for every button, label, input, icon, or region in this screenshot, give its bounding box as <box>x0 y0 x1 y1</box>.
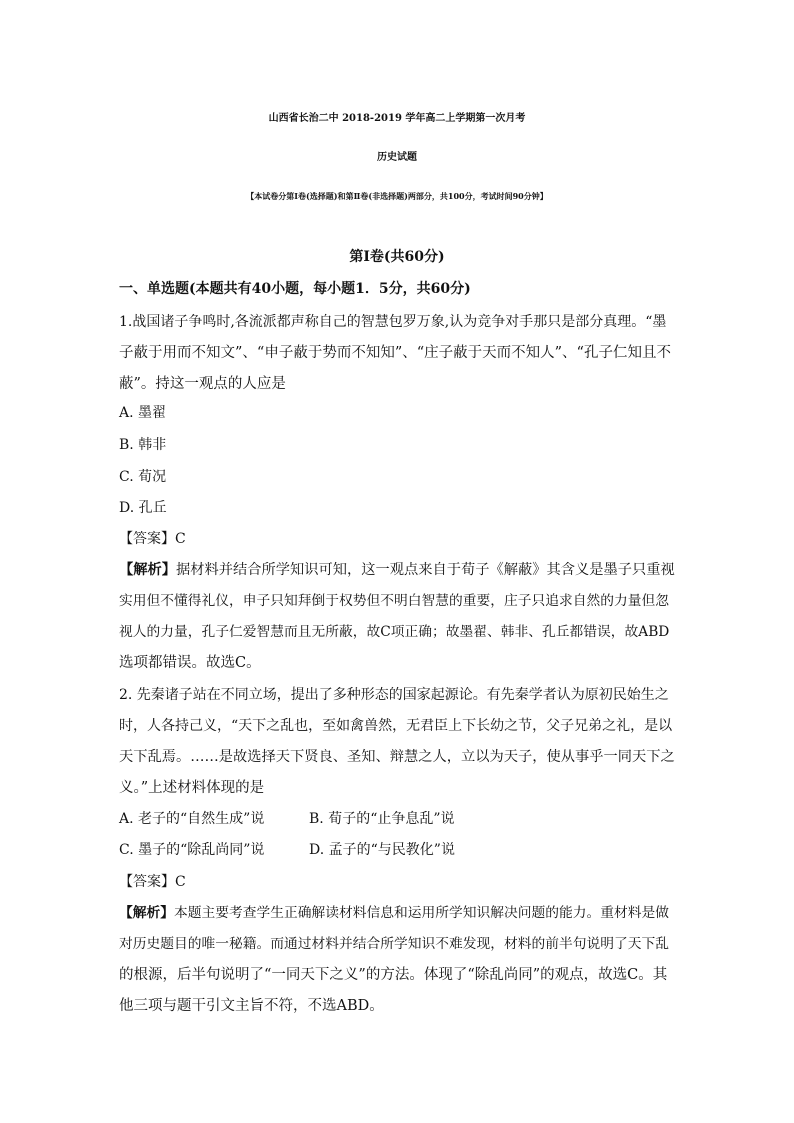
q2-answer <box>119 872 186 892</box>
q2-option-c: C. 墨子的“除乱尚同”说 <box>119 842 265 858</box>
q1-option-b: B. 韩非 <box>119 437 167 453</box>
analysis-tag: 【解析】 <box>119 562 177 578</box>
answer-tag: 【答案】 <box>119 874 175 890</box>
answer-value: C <box>175 531 186 547</box>
answer-tag: 【答案】 <box>119 531 175 547</box>
q2-analysis-line <box>119 898 675 929</box>
q2-option-d: D. 孟子的“与民教化”说 <box>309 842 455 858</box>
q1-analysis-line: 选项都错误。故选C。 <box>119 655 261 671</box>
q2-analysis-line: 他三项与题干引文主旨不符，不选ABD。 <box>119 998 384 1014</box>
analysis-text: 本题主要考查学生正确解读材料信息和运用所学知识解决问题的能力。重材料是做 <box>174 905 670 921</box>
analysis-tag: 【解析】 <box>119 905 175 921</box>
q1-stem-line: 蔽”。持这一观点的人应是 <box>119 376 286 392</box>
q2-option-b: B. 荀子的“止争息乱”说 <box>309 811 455 827</box>
q1-option-d: D. 孔丘 <box>119 500 167 516</box>
q2-analysis-line: 对历史题目的唯一秘籍。而通过材料并结合所学知识不难发现，材料的前半句说明了天下乱 <box>119 936 670 952</box>
q2-analysis <box>119 898 675 1022</box>
q2-stem-line: 天下乱焉。……是故选择天下贤良、圣知、辩慧之人，立以为天子，使从事乎一同天下之 <box>119 749 675 765</box>
q1-option-a: A. 墨翟 <box>119 405 167 421</box>
q1-analysis-line: 视人的力量，孔子仁爱智慧而且无所蔽，故C项正确；故墨翟、韩非、孔丘都错误，故ABD <box>119 624 670 640</box>
q1-analysis-line: 实用但不懂得礼仪，申子只知拜倒于权势但不明白智慧的重要，庄子只追求自然的力量但忽 <box>119 593 670 609</box>
q1-option-c: C. 荀况 <box>119 469 167 485</box>
analysis-text: 据材料并结合所学知识可知，这一观点来自于荀子《解蔽》其含义是墨子只重视 <box>176 562 675 578</box>
q1-analysis-line <box>119 555 675 586</box>
section-heading: 一、单选题(本题共有40小题，每小题1．5分，共60分) <box>119 281 471 297</box>
q1-stem-line: 子蔽于用而不知文”、“申子蔽于势而不知知”、“庄子蔽于天而不知人”、“孔子仁知且不 <box>119 345 671 361</box>
q2-analysis-line: 的根源，后半句说明了“一同天下之义”的方法。体现了“除乱尚同”的观点，故选C。其 <box>119 967 668 983</box>
q2-stem-line: 时，人各持己义，“天下之乱也，至如禽兽然，无君臣上下长幼之节，父子兄弟之礼，是以 <box>119 718 673 734</box>
q1-stem <box>119 307 675 400</box>
q1-stem-line: 1.战国诸子争鸣时,各流派都声称自己的智慧包罗万象,认为竞争对手那只是部分真理。“墨 <box>119 314 667 330</box>
exam-info: 【本试卷分第Ⅰ卷(选择题)和第Ⅱ卷(非选择题)两部分，共100分，考试时间90分钟】 <box>246 191 548 201</box>
part-heading: 第Ⅰ卷(共60分) <box>349 249 445 265</box>
answer-value: C <box>175 874 186 890</box>
q2-stem <box>119 680 675 804</box>
q2-stem-line: 2. 先秦诸子站在不同立场，提出了多种形态的国家起源论。有先秦学者认为原初民始生之 <box>119 687 669 703</box>
q2-option-a: A. 老子的“自然生成”说 <box>119 811 265 827</box>
q2-stem-line: 义。”上述材料体现的是 <box>119 780 265 796</box>
exam-subject: 历史试题 <box>377 152 417 163</box>
q1-analysis <box>119 555 675 679</box>
q1-answer <box>119 529 186 549</box>
exam-title: 山西省长治二中 2018-2019 学年高二上学期第一次月考 <box>268 113 526 124</box>
